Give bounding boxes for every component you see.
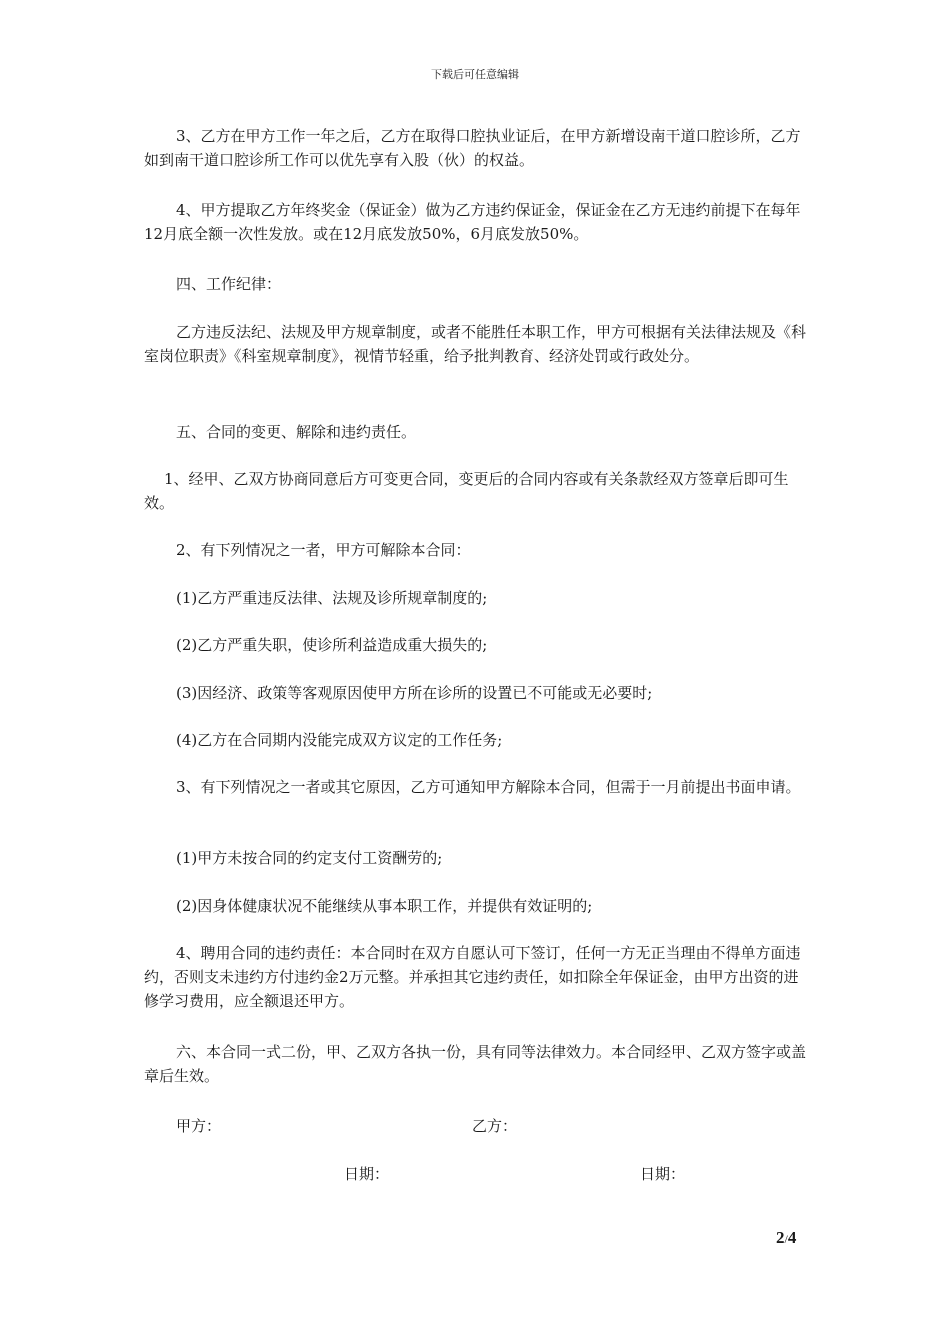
list-item: (1)乙方严重违反法律、法规及诊所规章制度的;: [176, 589, 488, 607]
paragraph-breach-liability: 4、聘用合同的违约责任：本合同时在双方自愿认可下签订，任何一方无正当理由不得单方面违约，否则支未违约方付违约金2万元整。并承担其它违约责任，如扣除全年保证金，由甲方出资的进修学习费用，应全额退还甲方。: [144, 944, 801, 1010]
paragraph-change-3: 3、有下列情况之一者或其它原因，乙方可通知甲方解除本合同，但需于一月前提出书面申请。: [176, 778, 801, 796]
list-item: (2)乙方严重失职，使诊所利益造成重大损失的;: [176, 636, 488, 654]
paragraph-clause-3: 3、乙方在甲方工作一年之后，乙方在取得口腔执业证后，在甲方新增设南干道口腔诊所，乙方如到南干道口腔诊所工作可以优先享有入股（伙）的权益。: [144, 127, 801, 169]
page-current: 2: [776, 1228, 785, 1247]
paragraph-change-1: 1、经甲、乙双方协商同意后方可变更合同，变更后的合同内容或有关条款经双方签章后即可生效。: [144, 470, 789, 512]
section-heading-discipline: 四、工作纪律：: [176, 275, 282, 293]
party-a-signature-label: 甲方：: [176, 1117, 222, 1135]
section-heading-changes: 五、合同的变更、解除和违约责任。: [176, 423, 417, 441]
list-item: (3)因经济、政策等客观原因使甲方所在诊所的设置已不可能或无必要时;: [176, 684, 653, 702]
paragraph-change-2: 2、有下列情况之一者，甲方可解除本合同：: [176, 541, 471, 559]
list-item: (2)因身体健康状况不能继续从事本职工作，并提供有效证明的;: [176, 897, 593, 915]
party-a-date-label: 日期：: [344, 1165, 390, 1183]
page-number: [776, 1228, 796, 1248]
party-b-signature-label: 乙方：: [472, 1117, 518, 1135]
paragraph-clause-4: 4、甲方提取乙方年终奖金（保证金）做为乙方违约保证金，保证金在乙方无违约前提下在每年12月底全额一次性发放。或在12月底发放50%，6月底发放50%。: [144, 201, 801, 243]
page-header: 下载后可任意编辑: [431, 68, 519, 81]
list-item: (1)甲方未按合同的约定支付工资酬劳的;: [176, 849, 443, 867]
paragraph-copies: 六、本合同一式二份，甲、乙双方各执一份，具有同等法律效力。本合同经甲、乙双方签字或盖章后生效。: [144, 1043, 807, 1085]
page-separator: /: [784, 1232, 788, 1246]
paragraph-discipline: 乙方违反法纪、法规及甲方规章制度，或者不能胜任本职工作，甲方可根据有关法律法规及《科室岗位职责》《科室规章制度》，视情节轻重，给予批判教育、经济处罚或行政处分。: [144, 323, 807, 365]
page-total: 4: [787, 1228, 797, 1247]
party-b-date-label: 日期：: [640, 1165, 686, 1183]
list-item: (4)乙方在合同期内没能完成双方议定的工作任务;: [176, 731, 503, 749]
